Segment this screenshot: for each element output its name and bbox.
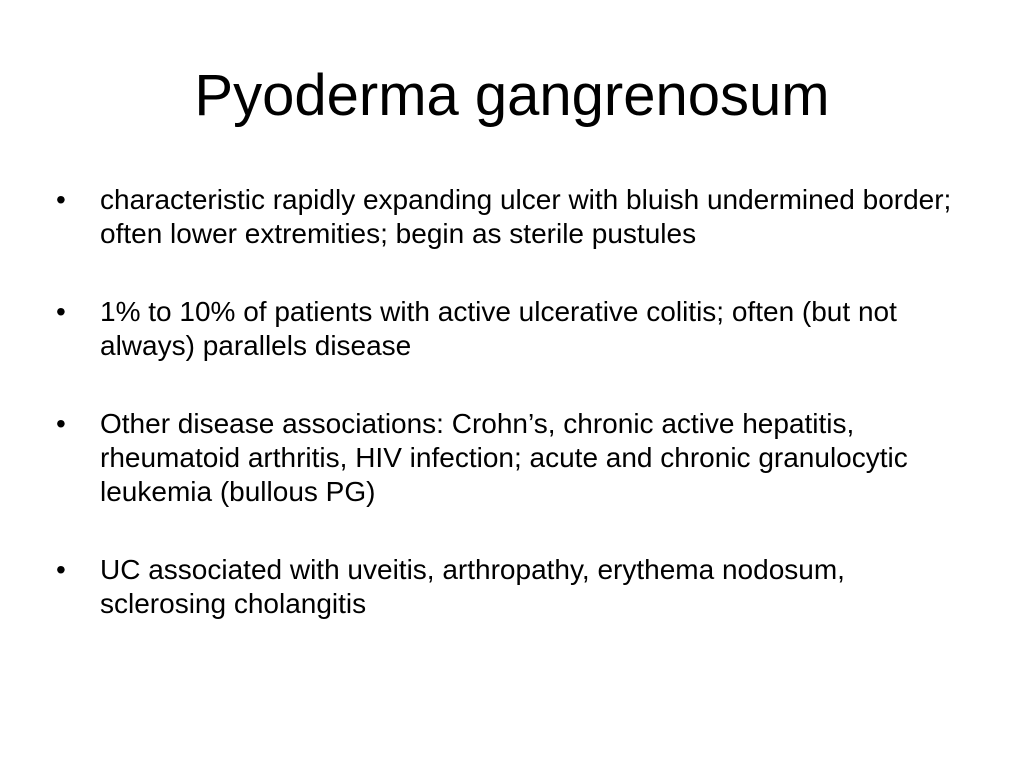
bullet-dot: •	[56, 554, 66, 585]
bullet-text: Other disease associations: Crohn’s, chronic active hepatitis, rheumatoid arthritis, HIV infection; acute and chronic granulocytic leukemia (bullous PG)	[100, 408, 908, 507]
bullet-dot: •	[56, 408, 66, 439]
bullet-item-associations	[56, 407, 966, 509]
bullet-item-uc-associations	[56, 553, 966, 621]
bullet-list	[56, 183, 966, 621]
bullet-text: 1% to 10% of patients with active ulcerative colitis; often (but not always) parallels disease	[100, 296, 897, 361]
bullet-item-ulcer	[56, 183, 966, 251]
slide-title: Pyoderma gangrenosum	[194, 63, 830, 128]
bullet-dot: •	[56, 296, 66, 327]
bullet-item-prevalence	[56, 295, 966, 363]
bullet-text: UC associated with uveitis, arthropathy, erythema nodosum, sclerosing cholangitis	[100, 554, 845, 619]
bullet-text: characteristic rapidly expanding ulcer with bluish undermined border; often lower extremities; begin as sterile pustules	[100, 184, 952, 249]
bullet-dot: •	[56, 184, 66, 215]
